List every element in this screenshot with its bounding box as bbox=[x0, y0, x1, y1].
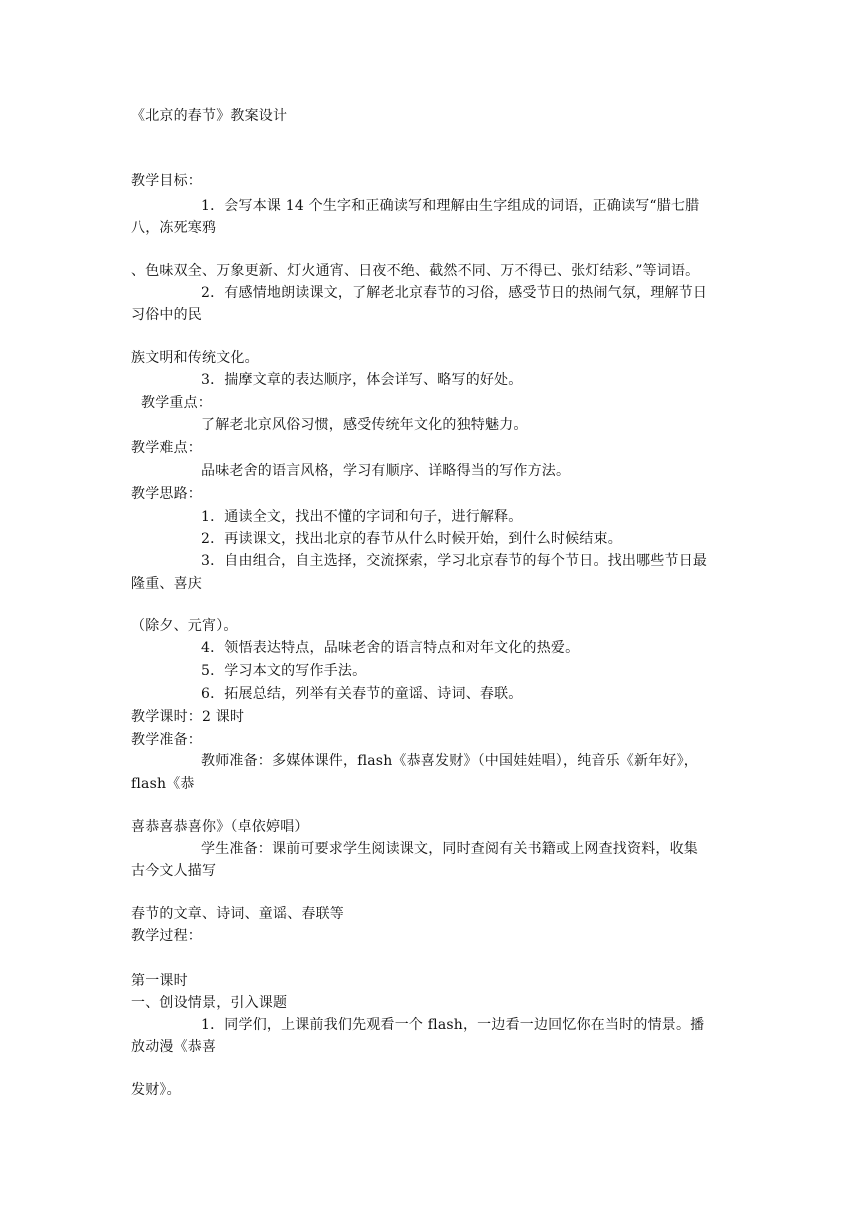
objectives-heading: 教学目标： bbox=[131, 173, 202, 189]
approach-item-2: 2．再读课文，找出北京的春节从什么时候开始，到什么时候结束。 bbox=[201, 531, 622, 547]
teacher-prep-line-1: 教师准备：多媒体课件，flash《恭喜发财》（中国娃娃唱），纯音乐《新年好》， bbox=[201, 753, 699, 769]
objective-1-line-3: 、色味双全、万象更新、灯火通宵、日夜不绝、截然不同、万不得已、张灯结彩、”等词语。 bbox=[131, 263, 700, 279]
teaching-hours: 教学课时：2 课时 bbox=[131, 709, 245, 725]
student-prep-line-2: 古今文人描写 bbox=[131, 863, 217, 879]
approach-item-5: 5．学习本文的写作手法。 bbox=[201, 663, 367, 679]
teacher-prep-line-2: flash《恭 bbox=[131, 776, 195, 792]
student-prep-line-3: 春节的文章、诗词、童谣、春联等 bbox=[131, 906, 344, 922]
approach-item-6: 6．拓展总结，列举有关春节的童谣、诗词、春联。 bbox=[201, 686, 523, 702]
difficulties-text: 品味老舍的语言风格，学习有顺序、详略得当的写作方法。 bbox=[201, 463, 571, 479]
key-points-heading: 教学重点： bbox=[141, 395, 212, 411]
objective-3: 3．揣摩文章的表达顺序，体会详写、略写的好处。 bbox=[201, 372, 523, 388]
lesson-1-item-1-line-1: 1．同学们，上课前我们先观看一个 flash，一边看一边回忆你在当时的情景。播 bbox=[201, 1017, 705, 1033]
approach-item-3-line-2: 隆重、喜庆 bbox=[131, 576, 202, 592]
approach-item-3-line-3: （除夕、元宵）。 bbox=[131, 618, 238, 634]
preparation-heading: 教学准备： bbox=[131, 732, 202, 748]
key-points-text: 了解老北京风俗习惯，感受传统年文化的独特魅力。 bbox=[201, 417, 528, 433]
difficulties-heading: 教学难点： bbox=[131, 440, 202, 456]
lesson-1-section-1: 一、创设情景，引入课题 bbox=[131, 995, 288, 1011]
approach-item-4: 4．领悟表达特点，品味老舍的语言特点和对年文化的热爱。 bbox=[201, 640, 580, 656]
approach-heading: 教学思路： bbox=[131, 486, 202, 502]
teacher-prep-line-3: 喜恭喜恭喜你》（卓依婷唱） bbox=[131, 819, 309, 835]
objective-2-line-2: 习俗中的民 bbox=[131, 307, 202, 323]
approach-item-1: 1．通读全文，找出不懂的字词和句子，进行解释。 bbox=[201, 509, 523, 525]
process-heading: 教学过程： bbox=[131, 928, 202, 944]
student-prep-line-1: 学生准备：课前可要求学生阅读课文，同时查阅有关书籍或上网查找资料，收集 bbox=[201, 841, 698, 857]
lesson-1-item-1-line-2: 放动漫《恭喜 bbox=[131, 1039, 217, 1055]
objective-2-line-3: 族文明和传统文化。 bbox=[131, 350, 259, 366]
objective-1-line-1: 1．会写本课 14 个生字和正确读写和理解由生字组成的词语，正确读写“腊七腊 bbox=[201, 198, 700, 214]
objective-1-line-2: 八，冻死寒鸦 bbox=[131, 220, 217, 236]
lesson-1-heading: 第一课时 bbox=[131, 973, 188, 989]
document-title: 《北京的春节》教案设计 bbox=[131, 108, 288, 124]
objective-2-line-1: 2．有感情地朗读课文，了解老北京春节的习俗，感受节日的热闹气氛，理解节日 bbox=[201, 285, 708, 301]
lesson-1-item-1-line-3: 发财》。 bbox=[131, 1082, 181, 1098]
approach-item-3-line-1: 3．自由组合，自主选择，交流探索，学习北京春节的每个节日。找出哪些节日最 bbox=[201, 553, 708, 569]
